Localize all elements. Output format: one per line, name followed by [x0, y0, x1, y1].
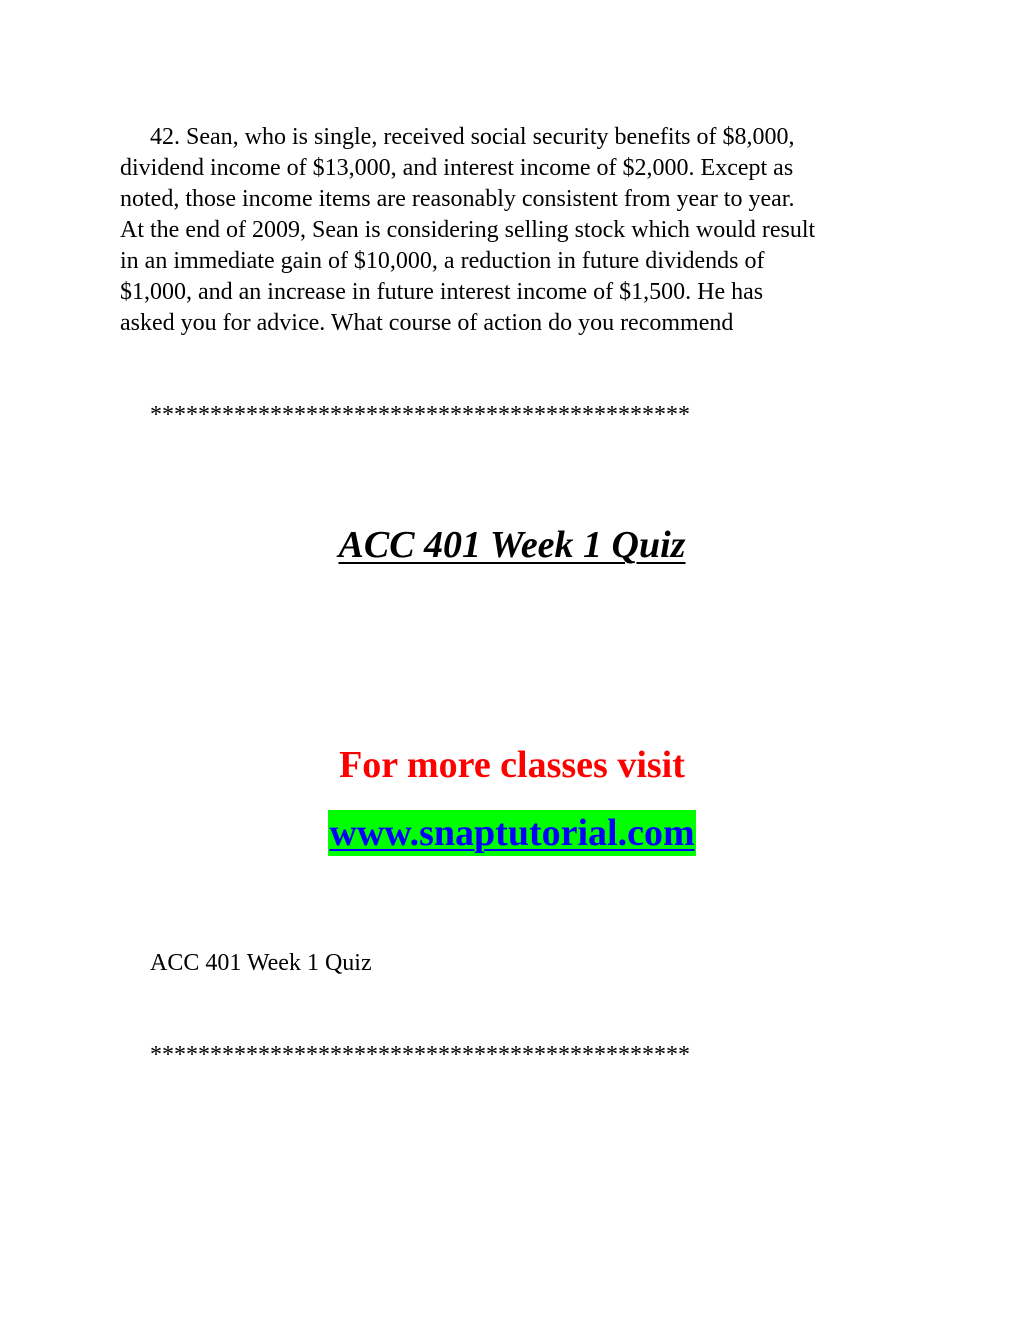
question-line: 42. Sean, who is single, received social security benefits of $8,000, [150, 124, 795, 150]
question-line: in an immediate gain of $10,000, a reduction in future dividends of [120, 248, 765, 274]
question-line: asked you for advice. What course of action do you recommend [120, 310, 734, 336]
page-title-text: ACC 401 Week 1 Quiz [338, 524, 686, 566]
snaptutorial-link[interactable]: www.snaptutorial.com [329, 812, 695, 854]
page-title [0, 522, 1024, 568]
promo-link-container [0, 810, 1024, 856]
question-line: noted, those income items are reasonably consistent from year to year. [120, 186, 795, 212]
promo-heading: For more classes visit [339, 744, 685, 786]
separator-top: ********************************************* [150, 402, 690, 428]
question-line: $1,000, and an increase in future interest income of $1,500. He has [120, 279, 764, 305]
question-paragraph [120, 122, 910, 339]
question-line: At the end of 2009, Sean is considering selling stock which would result [120, 217, 816, 243]
subtitle: ACC 401 Week 1 Quiz [150, 950, 372, 976]
separator-bottom: ********************************************* [150, 1042, 690, 1068]
question-line: dividend income of $13,000, and interest income of $2,000. Except as [120, 155, 794, 181]
